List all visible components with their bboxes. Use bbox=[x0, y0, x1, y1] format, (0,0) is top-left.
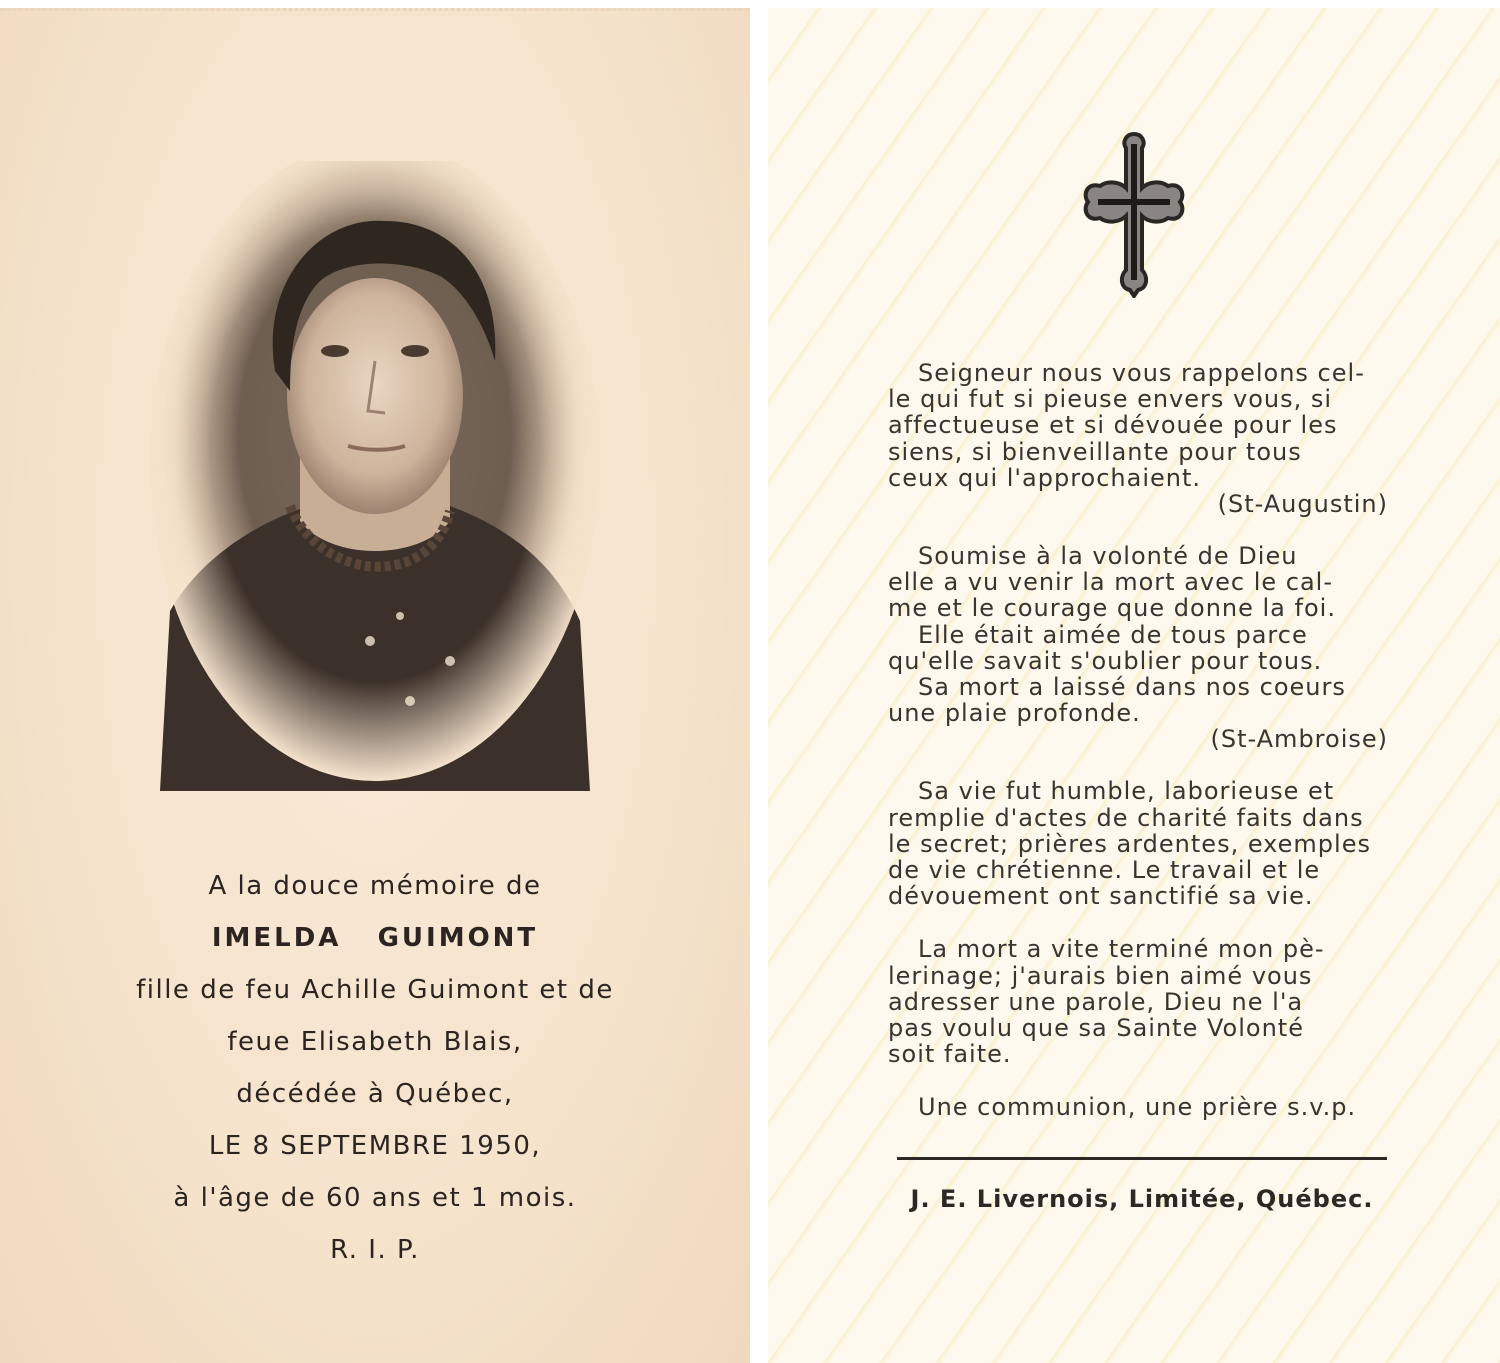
text-line: le secret; prières ardentes, exemples bbox=[888, 829, 1371, 858]
father-line: fille de feu Achille Guimont et de bbox=[136, 975, 614, 1005]
text-line: Seigneur nous vous rappelons cel- bbox=[918, 359, 1365, 387]
text-line: pas voulu que sa Sainte Volonté bbox=[888, 1014, 1304, 1043]
text-line: siens, si bienveillante pour tous bbox=[888, 437, 1302, 466]
text-line: ceux qui l'approchaient. bbox=[888, 463, 1202, 492]
text-line: dévouement ont sanctifié sa vie. bbox=[888, 882, 1314, 911]
text-line: remplie d'actes de charité faits dans bbox=[888, 803, 1364, 832]
text-line: adresser une parole, Dieu ne l'a bbox=[888, 987, 1304, 1016]
prayer-paragraph-3 bbox=[888, 778, 1388, 909]
text-line: Elle était aimée de tous parce bbox=[918, 620, 1308, 649]
portrait-image bbox=[150, 161, 600, 791]
text-line: La mort a vite terminé mon pè- bbox=[918, 935, 1325, 964]
prayer-text bbox=[888, 360, 1388, 1121]
text-line: le qui fut si pieuse envers vous, si bbox=[888, 385, 1333, 414]
text-line: elle a vu venir la mort avec le cal- bbox=[888, 568, 1333, 597]
printer-credit: J. E. Livernois, Limitée, Québec. bbox=[910, 1185, 1374, 1213]
text-line: soit faite. bbox=[888, 1040, 1012, 1069]
text-line: Soumise à la volonté de Dieu bbox=[918, 542, 1298, 571]
latin-cross-icon bbox=[1082, 130, 1186, 298]
divider-line bbox=[897, 1157, 1387, 1160]
text-line: Sa mort a laissé dans nos coeurs bbox=[918, 673, 1346, 702]
prayer-paragraph-2 bbox=[888, 543, 1388, 726]
prayer-paragraph-1 bbox=[888, 360, 1388, 491]
date-line: LE 8 SEPTEMBRE 1950, bbox=[208, 1131, 542, 1161]
communion-request: Une communion, une prière s.v.p. bbox=[918, 1093, 1357, 1122]
mother-line: feue Elisabeth Blais, bbox=[227, 1027, 523, 1057]
text-line: me et le courage que donne la foi. bbox=[888, 594, 1336, 623]
place-line: décédée à Québec, bbox=[236, 1079, 514, 1109]
text-line: une plaie profonde. bbox=[888, 699, 1141, 728]
attribution-ambroise: (St-Ambroise) bbox=[1210, 725, 1388, 754]
text-line: de vie chrétienne. Le travail et le bbox=[888, 856, 1321, 885]
age-line: à l'âge de 60 ans et 1 mois. bbox=[173, 1183, 577, 1213]
rip-line: R. I. P. bbox=[330, 1235, 420, 1265]
card-front bbox=[0, 8, 750, 1363]
text-line: Sa vie fut humble, laborieuse et bbox=[918, 777, 1335, 806]
text-line: qu'elle savait s'oublier pour tous. bbox=[888, 646, 1323, 675]
text-line: affectueuse et si dévouée pour les bbox=[888, 411, 1338, 440]
attribution-augustin: (St-Augustin) bbox=[1217, 490, 1388, 519]
portrait-photo bbox=[150, 161, 600, 791]
prayer-paragraph-4 bbox=[888, 936, 1388, 1067]
text-line: lerinage; j'aurais bien aimé vous bbox=[888, 961, 1313, 990]
deceased-name: IMELDA GUIMONT bbox=[211, 923, 539, 953]
memorial-text bbox=[0, 866, 750, 1282]
memory-line: A la douce mémoire de bbox=[208, 871, 542, 901]
